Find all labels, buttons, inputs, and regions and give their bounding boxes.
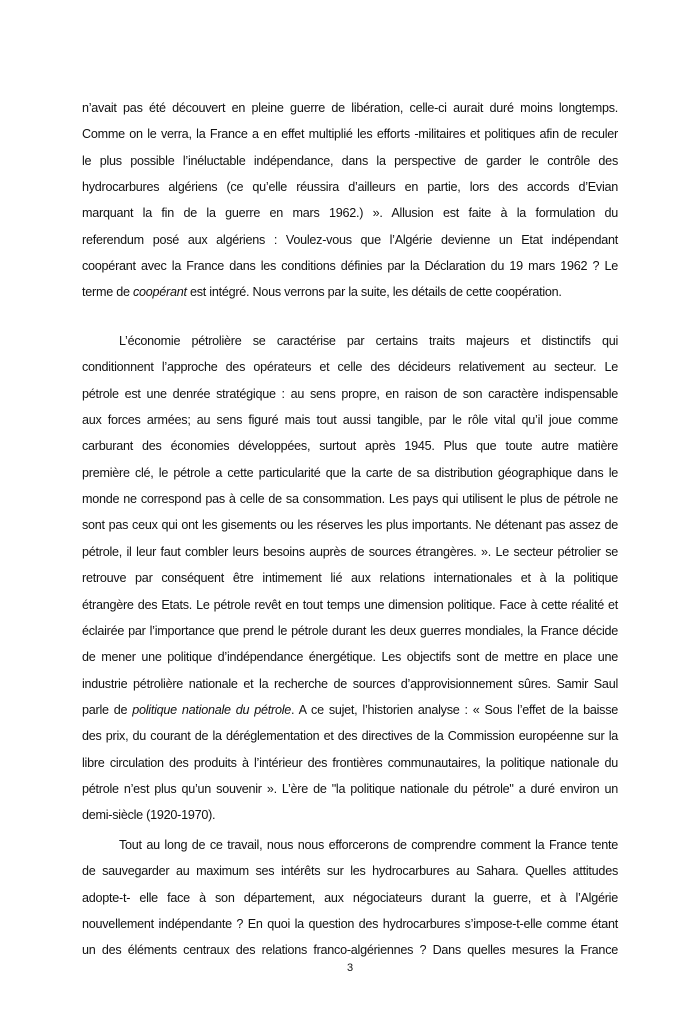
paragraph-2-line: [82, 516, 618, 534]
paragraph-2-line: [82, 622, 618, 640]
text-run: éclairée par l’importance que prend le pétrole durant les deux guerres mondiales, la France décide: [82, 623, 618, 638]
text-run: . A ce sujet, l’historien analyse : « Sous l’effet de la baisse: [291, 702, 618, 717]
paragraph-1-line: [82, 231, 618, 249]
paragraph-1-line: [82, 178, 618, 196]
text-run: un des éléments centraux des relations franco-algériennes ? Dans quelles mesures la France: [82, 943, 618, 958]
paragraph-2-line: [82, 806, 618, 824]
text-run: hydrocarbures algériens (ce qu’elle réussira d’ailleurs en partie, lors des accords d’Evian: [82, 180, 618, 195]
paragraph-3-line: [82, 915, 618, 933]
paragraph-3-line: [119, 836, 618, 854]
text-run: pétrole n’est plus qu’un souvenir ». L’ère de "la politique nationale du pétrole" a duré environ un: [82, 781, 618, 796]
text-run: Tout au long de ce travail, nous nous efforcerons de comprendre comment la France tente: [119, 838, 618, 852]
text-run: pétrole est une denrée stratégique : au sens propre, en raison de son caractère indispensable: [82, 386, 618, 401]
text-run: sont pas ceux qui ont les gisements ou les réserves les plus importants. Ne détenant pas assez de: [82, 518, 618, 533]
paragraph-2-line: [82, 701, 618, 719]
paragraph-2-line: [82, 569, 618, 587]
paragraph-2-line: [119, 332, 618, 350]
paragraph-2-line: [82, 358, 618, 376]
paragraph-1-line: [82, 99, 618, 117]
paragraph-3-line: [82, 862, 618, 880]
text-run: marquant la fin de la guerre en mars 1962.) ». Allusion est faite à la formulation du: [82, 206, 618, 221]
paragraph-2-line: [82, 727, 618, 745]
text-run: est intégré. Nous verrons par la suite, les détails de cette coopération.: [186, 285, 562, 300]
text-run: aux forces armées; au sens figuré mais tout aussi tangible, par le rôle vital qu’il joue comme: [82, 413, 618, 428]
text-run: coopérant avec la France dans les conditions définies par la Déclaration du 19 mars 1962 ? Le: [82, 259, 618, 274]
text-run: de sauvegarder au maximum ses intérêts sur les hydrocarbures au Sahara. Quelles attitudes: [82, 864, 618, 879]
text-run: Comme on le verra, la France a en effet multiplié les efforts -militaires et politiques afin de reculer: [82, 127, 618, 142]
paragraph-2-line: [82, 437, 618, 455]
paragraph-1-line: [82, 152, 618, 170]
text-run: nouvellement indépendante ? En quoi la question des hydrocarbures s’impose-t-elle comme étant: [82, 917, 618, 932]
text-run: adopte-t- elle face à son département, aux négociateurs durant la guerre, et à l’Algérie: [82, 890, 618, 905]
text-run: le plus possible l’inéluctable indépendance, dans la perspective de garder le contrôle des: [82, 153, 618, 168]
text-run: referendum posé aux algériens : Voulez-vous que l’Algérie devienne un Etat indépendant: [82, 232, 618, 247]
paragraph-2-line: [82, 754, 618, 772]
text-run: L’économie pétrolière se caractérise par certains traits majeurs et distinctifs qui: [119, 334, 618, 348]
paragraph-3-line: [82, 889, 618, 907]
paragraph-1-line: [82, 257, 618, 275]
paragraph-1-line: [82, 283, 618, 301]
paragraph-2-line: [82, 385, 618, 403]
text-run: demi-siècle (1920-1970).: [82, 808, 216, 823]
paragraph-1-line: [82, 204, 618, 222]
text-run: libre circulation des produits à l’intérieur des frontières communautaires, la politique nationale du: [82, 755, 618, 770]
text-run: monde ne correspond pas à celle de sa consommation. Les pays qui utilisent le plus de pétrole ne: [82, 492, 618, 507]
paragraph-2-line: [82, 411, 618, 429]
text-run: retrouve par conséquent être intimement lié aux relations internationales et à la politique: [82, 571, 618, 586]
text-run: étrangère des Etats. Le pétrole revêt en tout temps une dimension politique. Face à cette réalité et: [82, 597, 618, 612]
paragraph-2-line: [82, 675, 618, 693]
italic-text: coopérant: [132, 285, 187, 300]
page-number: 3: [346, 962, 354, 974]
text-run: parle de: [82, 702, 133, 717]
paragraph-2-line: [82, 490, 618, 508]
paragraph-2-line: [82, 464, 618, 482]
paragraph-3-line: [82, 941, 618, 959]
text-run: pétrole, il leur faut combler leurs besoins auprès de sources étrangères. ». Le secteur pétrolier se: [82, 544, 618, 559]
paragraph-2-line: [82, 648, 618, 666]
text-run: conditionnent l’approche des opérateurs et celle des décideurs relativement au secteur. Le: [82, 360, 618, 375]
text-run: n’avait pas été découvert en pleine guerre de libération, celle-ci aurait duré moins longtemps.: [82, 101, 618, 115]
italic-text: politique nationale du pétrole: [132, 702, 292, 717]
paragraph-2-line: [82, 543, 618, 561]
text-run: industrie pétrolière nationale et la recherche de sources d’approvisionnement sûres. Samir Saul: [82, 676, 618, 691]
paragraph-2-line: [82, 780, 618, 798]
text-run: de mener une politique d’indépendance énergétique. Les objectifs sont de mettre en place une: [82, 650, 618, 665]
text-run: première clé, le pétrole a cette particularité que la carte de sa distribution géographique dans le: [82, 465, 618, 480]
text-run: terme de: [82, 285, 133, 300]
paragraph-1-line: [82, 125, 618, 143]
paragraph-2-line: [82, 596, 618, 614]
text-run: carburant des économies développées, surtout après 1945. Plus que toute autre matière: [82, 439, 618, 454]
text-run: des prix, du courant de la déréglementation et des directives de la Commission européenne sur la: [82, 729, 618, 744]
